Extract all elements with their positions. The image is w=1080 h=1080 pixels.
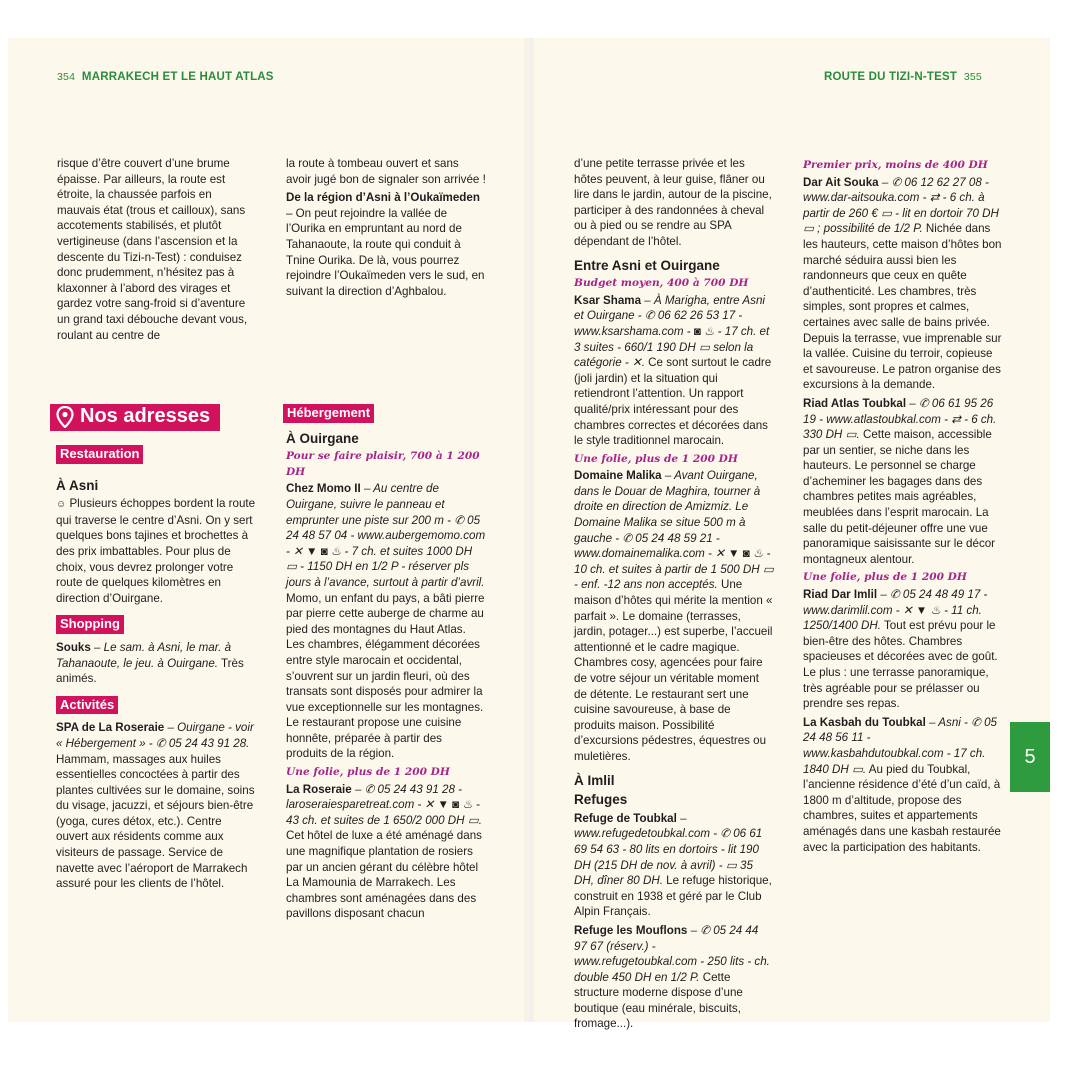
imlil-riad-name: Riad Dar Imlil xyxy=(803,588,878,602)
mouflons-text: Cette structure moderne dispose d’une boutique (eau minérale, biscuits, fromage...). xyxy=(574,970,743,1031)
momo-name: Chez Momo II xyxy=(286,482,361,496)
imlil-riad-text: Tout est prévu pour le bien-être des hôtes. Chambres spacieuses et décorées avec de goût. Le plus : une terrasse panoramique, très agréable pour se prélasser ou prendre ses repas. xyxy=(803,619,998,711)
asni-route-heading: De la région d’Asni à l’Oukaïmeden xyxy=(286,191,480,205)
location-pin-icon xyxy=(56,406,74,428)
tag-activites: Activités xyxy=(56,696,118,715)
imlil-riad-info: – ✆ 05 24 48 49 17 - www.darimlil.com - ✕ ▼ ♨ - 11 ch. 1250/1400 DH. xyxy=(803,588,988,633)
atlas-info: – ✆ 06 61 95 26 19 - www.atlastoubkal.com - ⇄ - 6 ch. 330 DH ▭. xyxy=(803,396,997,442)
intro-text-1: risque d’être couvert d’une brume épaisse. Par ailleurs, la route est étroite, la chaussée parfois en mauvais état (trous et cailloux), sans accotements stabilisés, et plutôt vertigineuse (dans l’ascension et la descente du Tizi-n-Test) : conduisez donc prudemment, n’hésitez pas à klaxonner à l’abord des virages et gardez votre sang-froid si d’aventure un grand taxi débouche devant vous, roulant au centre de xyxy=(57,157,248,342)
mouflons-name: Refuge les Mouflons xyxy=(574,923,688,937)
right-column-2 xyxy=(803,156,1003,858)
ksar-name: Ksar Shama xyxy=(574,293,642,307)
spa-text: Hammam, massages aux huiles essentielles concoctées à partir des plantes cultivées sur le domaine, soins du visage, jacuzzi, et séjours bien-être (yoga, cures détox, etc.). Centre ouvert aux résidents comme aux visiteurs de passage. Service de navette avec l’aéroport de Marrakech assuré pour les clients de l’hôtel. xyxy=(56,752,255,891)
ksar-text: Ce sont surtout le cadre (joli jardin) et la situation qui retiendront l’attention. Un rapport qualité/prix intéressant pour des chambres correctes et décorées dans le style traditionnel marocain. xyxy=(574,356,772,448)
price-range-budget: Budget moyen, 400 à 700 DH xyxy=(574,277,749,290)
momo-info: – Au centre de Ouirgane, suivre le panneau et emprunter une piste sur 200 m - ✆ 05 24 48 57 04 - www.aubergemomo.com - ✕ ▼ ◙ ♨ - 7 ch. et suites 1000 DH ▭ - 1150 DH en 1/2 P - réserver pls jours à l’avance, surtout à partir d’avril. xyxy=(286,482,486,589)
heading-asni: À Asni xyxy=(56,477,99,493)
souks-name: Souks xyxy=(56,640,91,654)
nos-adresses-banner xyxy=(50,404,220,431)
atlas-name: Riad Atlas Toubkal xyxy=(803,396,907,410)
intro-text-2: la route à tombeau ouvert et sans avoir jugé bon de signaler son arrivée ! xyxy=(286,157,486,186)
heading-refuges: Refuges xyxy=(574,792,628,808)
right-section-title: ROUTE DU TIZI-N-TEST xyxy=(824,71,958,83)
tag-hebergement: Hébergement xyxy=(283,404,374,423)
left-column-2 xyxy=(286,156,486,302)
heading-ouirgane: À Ouirgane xyxy=(286,430,359,446)
toubkal-text: Le refuge historique, construit en 1938 et géré par le Club Alpin Français. xyxy=(574,874,772,919)
ksar-info: – À Marigha, entre Asni et Ouirgane - ✆ 06 62 26 53 17 - www.ksarshama.com - ◙ ♨ - 17 ch. et 3 suites - 660/1 190 DH ▭ selon la catégorie - ✕. xyxy=(574,293,770,370)
left-column-2-lodging xyxy=(283,400,486,925)
left-page-number: 354 xyxy=(57,71,76,83)
right-running-head xyxy=(824,71,982,83)
asni-route-text: – On peut rejoindre la vallée de l’Ourika en empruntant au nord de Tahanaoute, la route qui conduit à Tnine Ourika. De là, vous pourrez rejoindre l’Oukaïmeden vers le sud, en suivant la direction d’Aghbalou. xyxy=(286,206,485,298)
malika-info: – Avant Ouirgane, dans le Douar de Maghira, tourner à droite en direction de Amizmiz. Le Domaine Malika se situe 500 m à gauche - ✆ 05 24 48 59 21 - www.domainemalika.com - ✕ ▼ ◙ ♨ - 10 ch. et suites à partir de 1 500 DH ▭ - enf. -12 ans non acceptés. xyxy=(574,469,774,592)
chapter-tab[interactable]: 5 xyxy=(1010,722,1050,792)
price-range-folie-1: Une folie, plus de 1 200 DH xyxy=(286,766,450,779)
atlas-text: Cette maison, accessible par un sentier, se niche dans les hauteurs. Le personnel se charge d’acheminer les bagages dans des chambres petites mais agréables, meublées dans l’esprit marocain. La salle du petit-déjeuner offre une vue panoramique saisissante sur le décor montagneux alentour. xyxy=(803,428,996,566)
momo-text: Momo, un enfant du pays, a bâti pierre par pierre cette auberge de charme au pied des montagnes du Haut Atlas. Les chambres, élégamment décorées entre style marocain et occidental, s’ouvrent sur un jardin fleuri, où des transats sont disposés pour admirer la vue exceptionnelle sur les montagnes. Le restaurant propose une cuisine honnête, préparée à partir des produits de la région. xyxy=(286,591,485,761)
right-column-1 xyxy=(574,156,774,1035)
chef-hat-icon: ☺ xyxy=(56,499,67,511)
asni-food-text: Plusieurs échoppes bordent la route qui traverse le centre d’Asni. On y sert quelques bons tajines et brochettes à des prix imbattables. Pour plus de choix, vous devrez prolonger votre route de quelques kilomètres en direction d’Ouirgane. xyxy=(56,497,256,605)
left-section-title: MARRAKECH ET LE HAUT ATLAS xyxy=(81,71,274,83)
heading-entre-asni-ouirgane: Entre Asni et Ouirgane xyxy=(574,257,720,273)
kasbah-info: – Asni - ✆ 05 24 48 56 11 - www.kasbahdutoubkal.com - 17 ch. 1840 DH ▭. xyxy=(803,715,997,776)
roseraie-text: Cet hôtel de luxe a été aménagé dans une magnifique plantation de rosiers par un ancien gérant du célèbre hôtel La Mamounia de Marrakech. Les chambres sont aménagées dans des pavillons disposant chacun xyxy=(286,829,482,921)
left-column-1-addresses xyxy=(50,404,256,895)
malika-name: Domaine Malika xyxy=(574,469,662,483)
souka-name: Dar Ait Souka xyxy=(803,175,879,189)
price-range-premier: Premier prix, moins de 400 DH xyxy=(803,159,988,171)
souks-info: – Le sam. à Asni, le mar. à Tahanaoute, le jeu. à Ouirgane. xyxy=(56,640,232,670)
spa-info: – Ouirgane - voir « Hébergement » - ✆ 05 24 43 91 28. xyxy=(56,721,254,750)
right-page-number: 355 xyxy=(963,71,982,83)
malika-text: Une maison d’hôtes qui mérite la mention « parfait ». Le domaine (terrasses, jardin, potager...) est superbe, l’accueil attentionné et le cadre magique. Chambres cosy, agencées pour faire de votre séjour un véritable moment de détente. Le restaurant sert une cuisine savoureuse, à base de produits maison. Possibilité d’excursions pédestres, équestres ou muletières. xyxy=(574,578,773,763)
roseraie-continued-text: d’une petite terrasse privée et les hôtes peuvent, à leur guise, flâner ou lire dans le jardin, autour de la piscine, participer à des randonnées à cheval ou à pied ou se rendre au SPA dépendant de l’hôtel. xyxy=(574,157,772,248)
souks-text: Très animés. xyxy=(56,656,244,686)
tag-shopping: Shopping xyxy=(56,615,124,634)
roseraie-name: La Roseraie xyxy=(286,782,352,796)
price-range-folie-3: Une folie, plus de 1 200 DH xyxy=(803,571,967,584)
souka-text: Nichée dans les hauteurs, cette maison d’hôtes bon marché séduira aussi bien les randonneurs que ceux en quête d’authenticité. Les chambres, très simples, sont propres et calmes, certaines avec salle de bains privée. Depuis la terrasse, vue imprenable sur la vallée. Cuisine du terroir, copieuse et savoureuse. Le patron organise des excursions à la demande. xyxy=(803,222,1002,392)
kasbah-name: La Kasbah du Toubkal xyxy=(803,715,926,729)
price-range-plaisir: Pour se faire plaisir, 700 à 1 200 DH xyxy=(286,450,480,478)
tag-restauration: Restauration xyxy=(56,445,143,464)
left-running-head xyxy=(57,71,274,83)
price-range-folie-2: Une folie, plus de 1 200 DH xyxy=(574,452,738,465)
mouflons-info: – ✆ 05 24 44 97 67 (réserv.) - www.refugetoubkal.com - 250 lits - ch. double 450 DH en 1/2 P. xyxy=(574,923,770,984)
toubkal-info: – www.refugedetoubkal.com - ✆ 06 61 69 54 63 - 80 lits en dortoirs - lit 190 DH (215 DH de nov. à avril) - ▭ 35 DH, dîner 80 DH. xyxy=(574,811,763,888)
spa-name: SPA de La Roseraie xyxy=(56,721,165,735)
heading-imlil: À Imlil xyxy=(574,772,615,788)
souka-info: – ✆ 06 12 62 27 08 - www.dar-aitsouka.com - ⇄ - 6 ch. à partir de 260 € ▭ - lit en dortoir 70 DH ▭ ; possibilité de 1/2 P. xyxy=(803,175,999,236)
banner-label: Nos adresses xyxy=(80,405,211,428)
toubkal-name: Refuge de Toubkal xyxy=(574,811,677,825)
left-column-1 xyxy=(57,156,257,346)
book-gutter xyxy=(522,38,536,1022)
roseraie-info: – ✆ 05 24 43 91 28 - laroseraiesparetreat.com - ✕ ▼ ◙ ♨ - 43 ch. et suites de 1 650/2 000 DH ▭. xyxy=(286,782,482,827)
kasbah-text: Au pied du Toubkal, l’ancienne résidence d’été d’un caïd, à 1800 m d’altitude, propose des chambres, suites et appartements aménagés dans une kasbah restaurée avec la participation des habitants. xyxy=(803,762,1001,854)
